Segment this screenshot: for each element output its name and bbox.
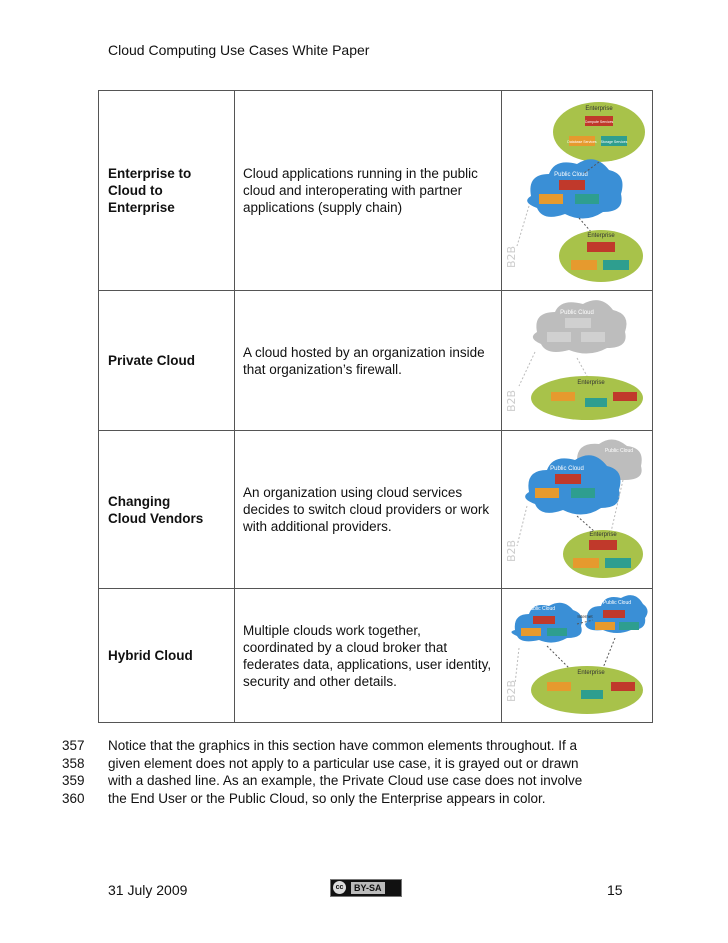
use-case-diagram-cell [502, 589, 653, 723]
use-case-description-cell [235, 431, 502, 589]
use-case-name-cell [99, 431, 235, 589]
service-box [611, 682, 635, 691]
enterprise-label: Enterprise [577, 379, 605, 386]
connector [603, 638, 615, 668]
connector [577, 516, 595, 532]
use-case-description: A cloud hosted by an organization inside that organization’s firewall. [243, 344, 485, 377]
service-box [613, 392, 637, 401]
service-box [603, 260, 629, 270]
use-case-description-cell [235, 91, 502, 291]
use-case-name: Private Cloud [108, 353, 196, 368]
cloud-label: Public Cloud [554, 171, 588, 178]
cloud2-label: Public Cloud [604, 447, 634, 454]
service-box [581, 332, 605, 342]
service-box [551, 392, 575, 401]
service-label: Storage Services [600, 139, 628, 144]
license-label: BY-SA [351, 882, 385, 894]
line-number: 357 [62, 738, 85, 753]
hybrid-cloud-diagram [507, 594, 647, 718]
use-case-name-cell [99, 589, 235, 723]
private-cloud-diagram [507, 296, 647, 426]
line-number: 360 [62, 790, 85, 806]
link-label: Internet [577, 613, 593, 619]
service-box [559, 180, 585, 190]
table-row [99, 291, 653, 431]
connector [577, 358, 587, 376]
service-box [565, 318, 591, 328]
numbered-line [62, 772, 582, 790]
use-case-diagram-cell [502, 431, 653, 589]
use-case-description-cell [235, 589, 502, 723]
service-box [585, 398, 607, 407]
use-case-description: Multiple clouds work together, coordinated by a cloud broker that federates data, applications, user identity, security and other details. [243, 622, 492, 689]
service-label: Compute Services [584, 119, 614, 124]
line-text: Notice that the graphics in this section have common elements throughout. If a [108, 738, 578, 753]
service-label: Database Services [567, 139, 597, 144]
use-case-table [98, 90, 653, 723]
use-case-diagram-cell [502, 91, 653, 291]
enterprise-top-label: Enterprise [585, 105, 613, 112]
svg-text:B2B: B2B [505, 539, 518, 562]
numbered-line [62, 790, 582, 808]
enterprise-label: Enterprise [589, 531, 617, 538]
page-number: 15 [607, 882, 623, 898]
table-row [99, 431, 653, 589]
use-case-name: Hybrid Cloud [108, 648, 193, 663]
service-box [595, 622, 615, 630]
service-box [533, 616, 555, 624]
service-box [547, 628, 567, 636]
line-number: 359 [62, 773, 85, 788]
connector [517, 506, 527, 546]
enterprise-label: Enterprise [577, 669, 605, 676]
use-case-name-cell [99, 91, 235, 291]
service-box [605, 558, 631, 568]
use-case-description-cell [235, 291, 502, 431]
line-text: the End User or the Public Cloud, so only the Enterprise appears in color. [108, 790, 546, 806]
service-box [575, 194, 599, 204]
service-box [589, 540, 617, 550]
numbered-line [62, 755, 582, 773]
connector [517, 206, 529, 246]
service-box [547, 332, 571, 342]
use-case-description: An organization using cloud services decides to switch cloud providers or work with additional providers. [243, 485, 490, 534]
enterprise-bottom-label: Enterprise [587, 232, 615, 239]
svg-text:B2B: B2B [505, 679, 518, 702]
service-box [547, 682, 571, 691]
service-box [555, 474, 581, 484]
numbered-line [62, 737, 582, 755]
footer-date: 31 July 2009 [108, 882, 188, 898]
use-case-name: Changing Cloud Vendors [108, 493, 204, 526]
cc-license-badge [330, 879, 402, 897]
table-row [99, 589, 653, 723]
service-box [535, 488, 559, 498]
service-box [521, 628, 541, 636]
service-box [539, 194, 563, 204]
service-box [571, 260, 597, 270]
service-box [581, 690, 603, 699]
changing-vendors-diagram [507, 436, 647, 584]
table-row [99, 91, 653, 291]
svg-text:B2B: B2B [505, 389, 518, 412]
service-box [573, 558, 599, 568]
service-box [619, 622, 639, 630]
use-case-description: Cloud applications running in the public cloud and interoperating with partner applications (supply chain) [243, 166, 478, 215]
line-text: with a dashed line. As an example, the Private Cloud use case does not involve [108, 773, 583, 788]
use-case-diagram-cell [502, 291, 653, 431]
connector [515, 648, 519, 684]
use-case-name: Enterprise to Cloud to Enterprise [108, 166, 192, 215]
line-number: 358 [62, 755, 85, 771]
line-text: given element does not apply to a particular use case, it is grayed out or drawn [108, 755, 579, 771]
body-paragraph [62, 737, 582, 807]
cloud2-label: Public Cloud [602, 599, 632, 606]
service-box [603, 610, 625, 618]
service-box [571, 488, 595, 498]
service-box [587, 242, 615, 252]
connector [519, 352, 535, 386]
cloud-label: Public Cloud [550, 465, 584, 472]
page-header: Cloud Computing Use Cases White Paper [108, 42, 370, 58]
connector [547, 646, 569, 668]
enterprise-to-cloud-diagram [507, 96, 647, 286]
cloud-label: Public Cloud [560, 309, 594, 316]
svg-text:B2B: B2B [505, 245, 518, 268]
cloud-label: Public Cloud [526, 605, 556, 612]
cc-icon: cc [333, 881, 346, 894]
use-case-name-cell [99, 291, 235, 431]
